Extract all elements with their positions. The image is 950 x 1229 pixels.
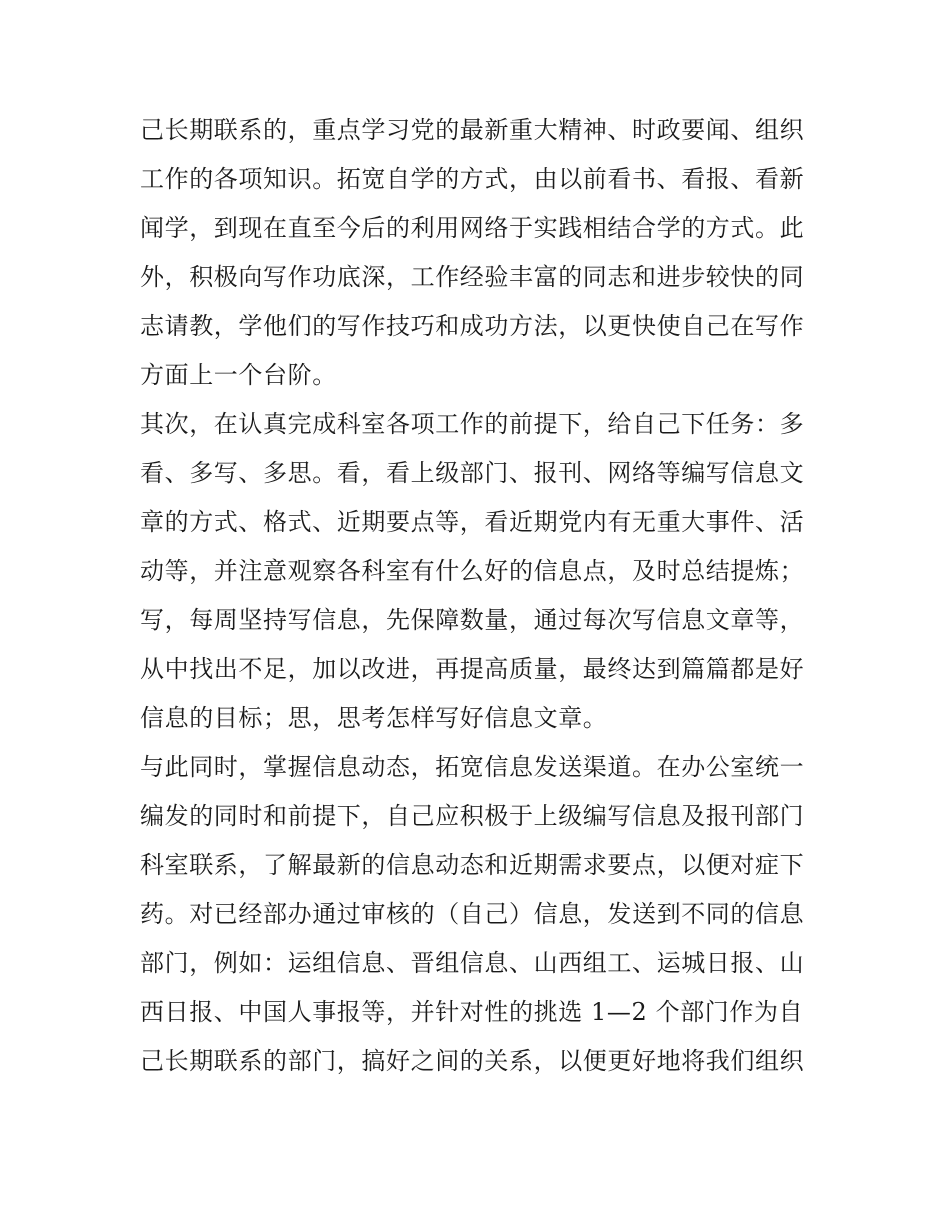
text-line: 编发的同时和前提下，自己应积极于上级编写信息及报刊部门: [140, 802, 805, 830]
text-line: 写，每周坚持写信息，先保障数量，通过每次写信息文章等，: [140, 606, 805, 634]
text-line: 工作的各项知识。拓宽自学的方式，由以前看书、看报、看新: [140, 165, 805, 193]
text-line: 动等，并注意观察各科室有什么好的信息点，及时总结提炼；: [140, 557, 805, 585]
text-line: 方面上一个台阶。: [140, 361, 337, 389]
text-line: 与此同时，掌握信息动态，拓宽信息发送渠道。在办公室统一: [140, 753, 805, 781]
text-line: 己长期联系的，重点学习党的最新重大精神、时政要闻、组织: [140, 116, 805, 144]
text-line: 科室联系，了解最新的信息动态和近期需求要点，以便对症下: [140, 851, 805, 879]
text-line: 西日报、中国人事报等，并针对性的挑选 1—2 个部门作为自: [140, 998, 804, 1026]
document-body: [140, 106, 820, 1086]
text-line: 志请教，学他们的写作技巧和成功方法，以更快使自己在写作: [140, 312, 805, 340]
text-line: 章的方式、格式、近期要点等，看近期党内有无重大事件、活: [140, 508, 805, 536]
text-line: 外，积极向写作功底深，工作经验丰富的同志和进步较快的同: [140, 263, 805, 291]
text-line: 信息的目标；思，思考怎样写好信息文章。: [140, 704, 608, 732]
text-line: 从中找出不足，加以改进，再提高质量，最终达到篇篇都是好: [140, 655, 805, 683]
text-line: 看、多写、多思。看，看上级部门、报刊、网络等编写信息文: [140, 459, 805, 487]
text-line: 药。对已经部办通过审核的（自己）信息，发送到不同的信息: [140, 900, 805, 928]
text-line: 闻学，到现在直至今后的利用网络于实践相结合学的方式。此: [140, 214, 805, 242]
text-line: 己长期联系的部门，搞好之间的关系，以便更好地将我们组织: [140, 1047, 805, 1075]
text-line: 部门，例如：运组信息、晋组信息、山西组工、运城日报、山: [140, 949, 805, 977]
text-line: 其次，在认真完成科室各项工作的前提下，给自己下任务：多: [140, 410, 805, 438]
